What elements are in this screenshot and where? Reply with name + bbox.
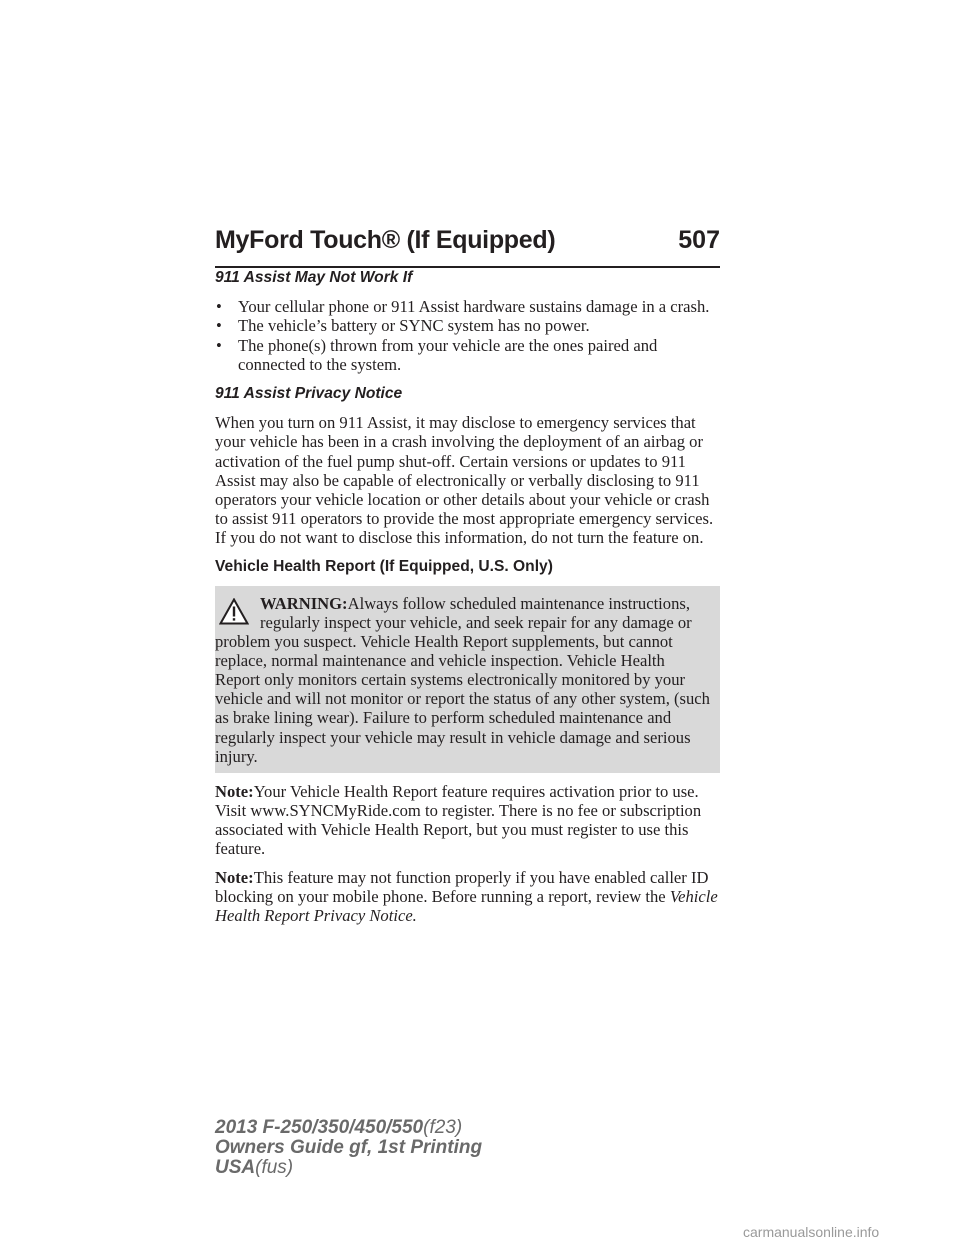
bullet-list <box>215 297 720 374</box>
list-item-text: The phone(s) thrown from your vehicle are the ones paired and connected to the system. <box>238 335 658 374</box>
page-header <box>215 222 720 266</box>
list-item <box>215 316 720 335</box>
warning-line-2: regularly inspect your vehicle, and seek repair for any damage or <box>260 612 692 632</box>
note-label: Note: <box>215 781 254 801</box>
note-label: Note: <box>215 867 254 887</box>
footer-model-code: (f23) <box>423 1117 463 1138</box>
page-number: 507 <box>678 226 720 254</box>
list-item <box>215 336 720 374</box>
site-watermark: carmanualsonline.info <box>743 1224 880 1240</box>
note-text: This feature may not function properly if you have enabled caller ID blocking on your mobile phone. Before running a report, review the <box>215 867 709 906</box>
list-item-text: Your cellular phone or 911 Assist hardware sustains damage in a crash. <box>238 297 710 317</box>
footer-line-region <box>215 1158 482 1178</box>
list-item <box>215 297 720 316</box>
footer-region: USA <box>215 1157 256 1178</box>
note-caller-id <box>215 868 720 926</box>
note-registration <box>215 782 720 859</box>
page-content <box>215 268 720 934</box>
warning-label: WARNING: <box>260 593 348 613</box>
warning-body: problem you suspect. Vehicle Health Report supplements, but cannot replace, normal maintenance and vehicle inspection. Vehicle Health Report only monitors certain systems electronically monitored by your vehicle and will not monitor or report the status of any other system, (such as brake lining wear). Failure to perform scheduled maintenance and regularly inspect your vehicle may result in vehicle damage and serious injury. <box>215 632 710 766</box>
page-title: MyFord Touch® (If Equipped) <box>215 226 556 254</box>
privacy-notice-paragraph: When you turn on 911 Assist, it may disclose to emergency services that your vehicle has been in a crash involving the deployment of an airbag or activation of the fuel pump shut-off. Certain versions or updates to 911 Assist may also be capable of electronically or verbally disclosing to 911 operators your vehicle location or other details about your vehicle or crash to assist 911 operators to provide the most appropriate emergency services. If you do not want to disclose this information, do not turn the feature on. <box>215 413 714 548</box>
privacy-notice-reference: Vehicle Health Report Privacy Notice. <box>215 886 718 925</box>
bullet-icon: • <box>216 297 222 317</box>
section-heading-vehicle-health-report: Vehicle Health Report (If Equipped, U.S. Only) <box>215 557 553 575</box>
warning-intro <box>215 594 710 632</box>
footer-line-edition: Owners Guide gf, 1st Printing <box>215 1137 483 1158</box>
bullet-icon: • <box>216 316 222 336</box>
note-text: Your Vehicle Health Report feature requires activation prior to use. Visit www.SYNCMyRide.com to register. There is no fee or subscription associated with Vehicle Health Report, but you must register to use this feature. <box>215 781 702 859</box>
warning-triangle-icon <box>219 598 249 625</box>
footer-line-model <box>215 1118 482 1138</box>
footer-region-code: (fus) <box>255 1157 294 1178</box>
document-footer <box>215 1118 482 1178</box>
section-heading-privacy-notice: 911 Assist Privacy Notice <box>215 385 403 403</box>
bullet-icon: • <box>216 335 222 355</box>
warning-line-1: Always follow scheduled maintenance instructions, <box>347 593 690 613</box>
list-item-text: The vehicle’s battery or SYNC system has no power. <box>238 316 590 336</box>
warning-box <box>215 586 720 773</box>
section-heading-911-assist-may-not-work: 911 Assist May Not Work If <box>215 269 413 286</box>
footer-model: 2013 F-250/350/450/550 <box>215 1117 424 1138</box>
